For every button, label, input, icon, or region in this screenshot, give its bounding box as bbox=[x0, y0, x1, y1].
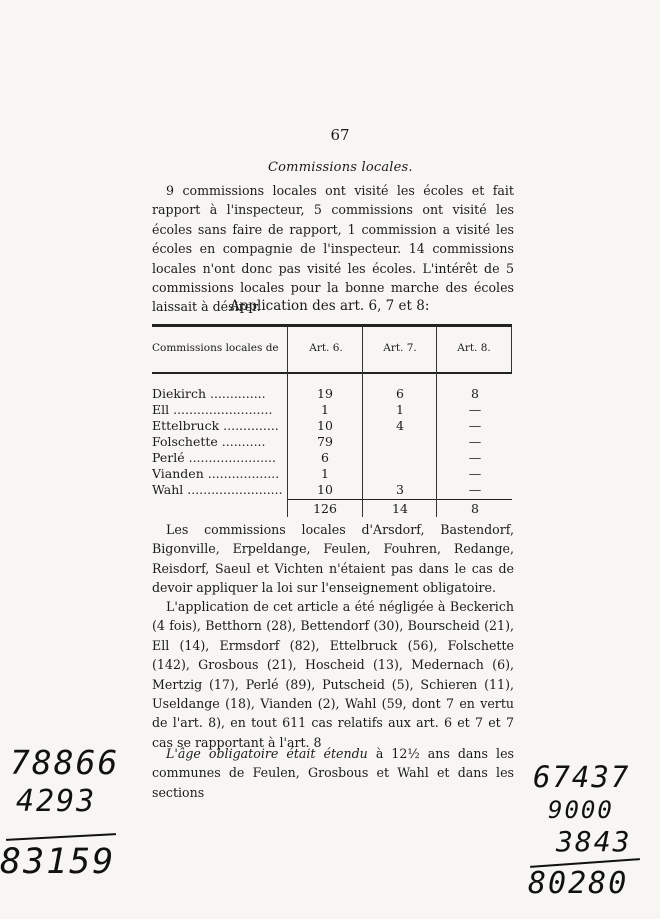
page-number: 67 bbox=[330, 126, 350, 144]
cell-art-6: 79 bbox=[317, 434, 333, 449]
row-label: Folschette ........... bbox=[152, 434, 266, 449]
application-table bbox=[152, 324, 512, 517]
handwriting-left-1: 78866 bbox=[10, 743, 120, 782]
handwriting-left-sum: 83159 bbox=[0, 842, 116, 882]
cell-art-6: 6 bbox=[321, 450, 329, 465]
row-label: Ell ......................... bbox=[152, 402, 273, 417]
table-divider bbox=[362, 326, 363, 517]
cell-art-7: 1 bbox=[396, 402, 404, 417]
cell-art-6: 1 bbox=[321, 466, 329, 481]
section-title: Commissions locales. bbox=[268, 160, 413, 175]
header-commissions: Commissions locales de bbox=[152, 342, 279, 354]
cell-art-7: 4 bbox=[396, 418, 404, 433]
paragraph-non-applicable: Les commissions locales d'Arsdorf, Bastendorf, Bigonville, Erpeldange, Feulen, Fouhren, Redange, Reisdorf, Saeul et Vichten n'étaient pas dans le cas de devoir appliquer la loi sur l'enseignement obligatoire. bbox=[152, 522, 514, 596]
table-divider bbox=[511, 326, 512, 372]
cell-art-6: 10 bbox=[317, 482, 333, 497]
cell-art-8: — bbox=[468, 466, 482, 481]
header-art-7: Art. 7. bbox=[383, 342, 417, 354]
table-divider bbox=[436, 326, 437, 517]
table-top-rule bbox=[152, 324, 512, 327]
paragraph-visits: 9 commissions locales ont visité les écoles et fait rapport à l'inspecteur, 5 commissions ont visité les écoles sans faire de rapport, 1 commission a visité les écoles en compagnie de l'inspecteur. 14 commissions locales n'ont donc pas visité les écoles. L'intérêt de 5 commissions locales pour la bonne marche des écoles laissait à désirer. bbox=[152, 183, 514, 315]
cell-art-6: 1 bbox=[321, 402, 329, 417]
handwriting-right-1: 67437 bbox=[533, 760, 631, 794]
header-art-6: Art. 6. bbox=[309, 342, 343, 354]
table-header-rule bbox=[152, 372, 512, 374]
total-art-6: 126 bbox=[313, 501, 337, 516]
handwriting-right-3: 3843 bbox=[556, 825, 632, 858]
cell-art-8: — bbox=[468, 450, 482, 465]
age-rest: à 12½ ans dans les communes de Feulen, Grosbous et Wahl et dans les sections bbox=[152, 746, 514, 800]
cell-art-8: — bbox=[468, 418, 482, 433]
paragraph-age bbox=[152, 744, 514, 802]
cell-art-8: — bbox=[468, 482, 482, 497]
total-art-7: 14 bbox=[392, 501, 408, 516]
cell-art-8: — bbox=[468, 434, 482, 449]
row-label: Ettelbruck .............. bbox=[152, 418, 279, 433]
cell-art-6: 19 bbox=[317, 386, 333, 401]
handwriting-left-rule bbox=[6, 833, 116, 840]
cell-art-7: 6 bbox=[396, 386, 404, 401]
row-label: Vianden .................. bbox=[152, 466, 280, 481]
header-art-8: Art. 8. bbox=[457, 342, 491, 354]
handwriting-left-2: 4293 bbox=[16, 784, 97, 819]
cell-art-7: 3 bbox=[396, 482, 404, 497]
row-label: Perlé ...................... bbox=[152, 450, 277, 465]
row-label: Wahl ........................ bbox=[152, 482, 283, 497]
handwriting-right-sum: 80280 bbox=[528, 866, 629, 901]
paragraph-neglect: L'application de cet article a été négligée à Beckerich (4 fois), Betthorn (28), Bettendorf (30), Bourscheid (21), Ell (14), Ermsdorf (82), Ettelbruck (56), Folschette (142), Grosbous (21), Hoscheid (13), Medernach (6), Mertzig (17), Perlé (89), Putscheid (5), Schieren (11), Useldange (18), Vianden (2), Wahl (59, dont 7 en vertu de l'art. 8), en tout 611 cas relatifs aux art. 6 et 7 et 7 cas se rapportant à l'art. 8 bbox=[152, 599, 514, 750]
age-italic-phrase: L'âge obligatoire était étendu bbox=[166, 746, 368, 761]
table-caption: Application des art. 6, 7 et 8: bbox=[230, 298, 430, 314]
cell-art-8: 8 bbox=[471, 386, 479, 401]
total-art-8: 8 bbox=[471, 501, 479, 516]
row-label: Diekirch .............. bbox=[152, 386, 266, 401]
handwriting-right-2: 9000 bbox=[548, 796, 614, 824]
cell-art-6: 10 bbox=[317, 418, 333, 433]
cell-art-8: — bbox=[468, 402, 482, 417]
